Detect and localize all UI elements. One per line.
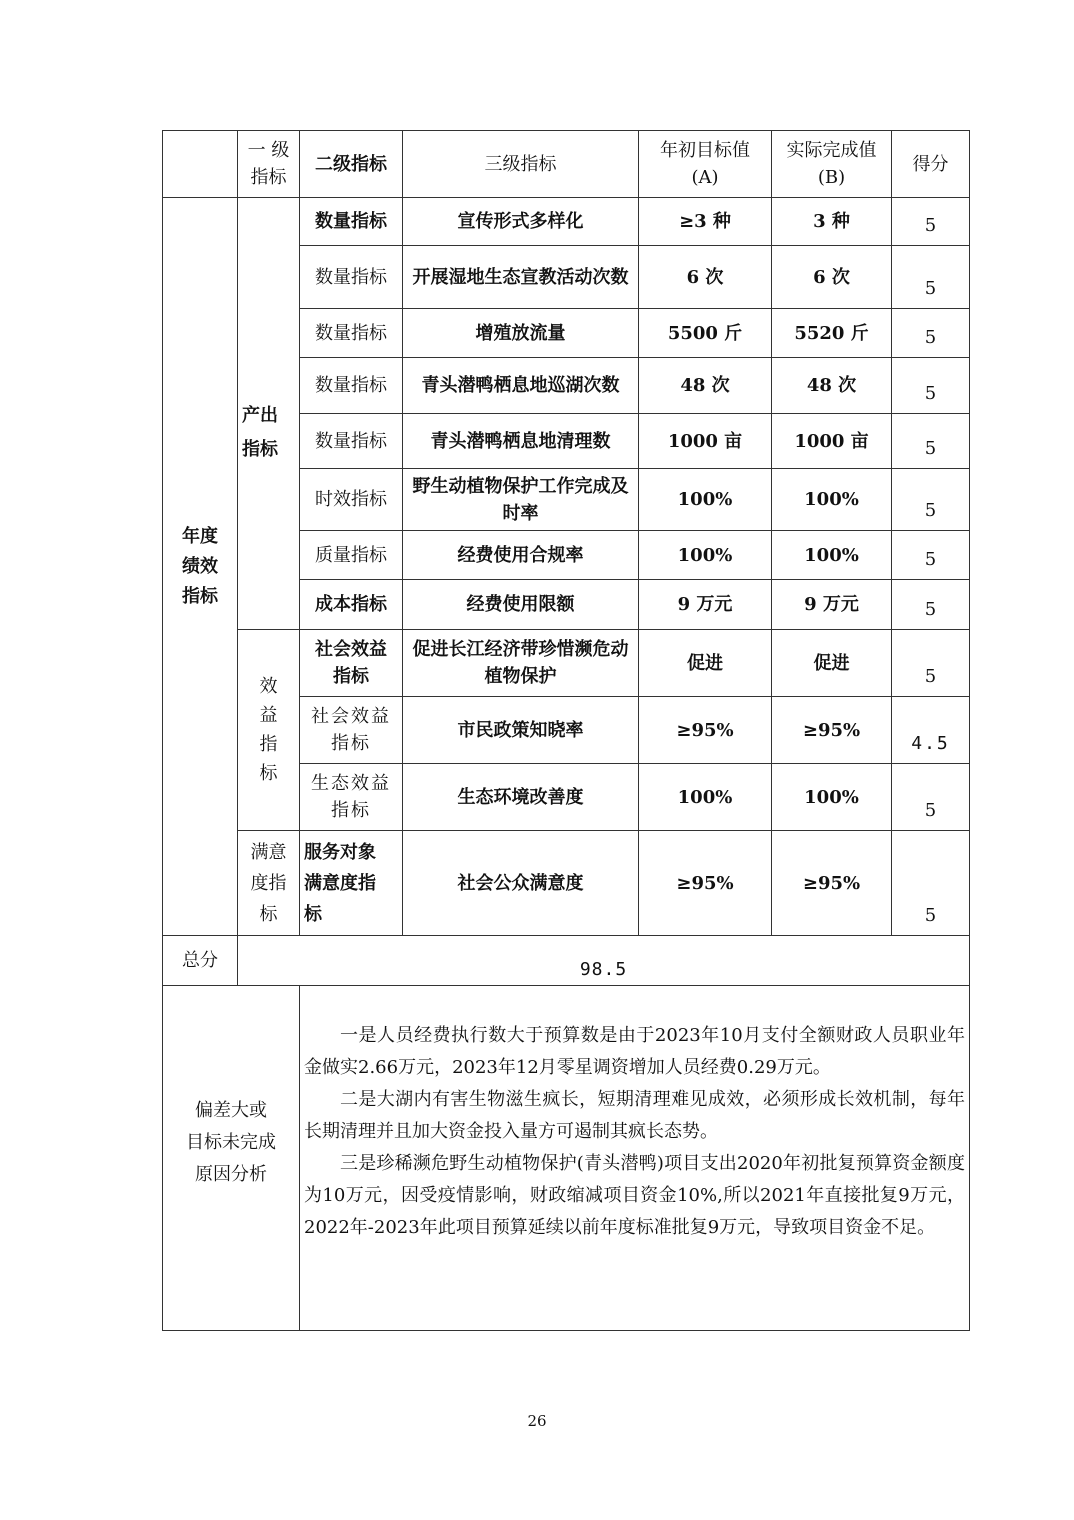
header-row xyxy=(163,131,970,198)
target-cell: 100% xyxy=(639,469,772,531)
level2-cell: 社会效益 指标 xyxy=(300,697,403,764)
total-value: 98.5 xyxy=(238,936,970,986)
target-cell: 100% xyxy=(639,531,772,580)
analysis-paragraph: 一是人员经费执行数大于预算数是由于2023年10月支付全额财政人员职业年金做实2.66万元，2023年12月零星调资增加人员经费0.29万元。 xyxy=(304,1025,965,1078)
level2-cell: 数量指标 xyxy=(300,358,403,414)
analysis-row xyxy=(163,986,970,1331)
level3-cell: 野生动植物保护工作完成及时率 xyxy=(403,469,639,531)
header-empty xyxy=(163,131,238,198)
level2-cell: 数量指标 xyxy=(300,309,403,358)
actual-cell: ≥95% xyxy=(772,697,892,764)
level2-cell: 服务对象 满意度指 标 xyxy=(300,831,403,936)
category-satisfaction: 满意 度指 标 xyxy=(238,831,300,936)
page-number: 26 xyxy=(527,1412,547,1430)
level3-cell: 经费使用限额 xyxy=(403,580,639,630)
actual-cell: 5520 斤 xyxy=(772,309,892,358)
level3-cell: 市民政策知晓率 xyxy=(403,697,639,764)
target-cell: ≥3 种 xyxy=(639,198,772,246)
actual-cell: 9 万元 xyxy=(772,580,892,630)
actual-cell: ≥95% xyxy=(772,831,892,936)
table-row xyxy=(163,831,970,936)
analysis-label: 偏差大或 目标未完成 原因分析 xyxy=(163,986,300,1331)
table-row xyxy=(163,198,970,246)
analysis-paragraph: 三是珍稀濒危野生动植物保护(青头潜鸭)项目支出2020年初批复预算资金额度为10万元，因受疫情影响，财政缩减项目资金10%,所以2021年直接批复9万元，2022年-2023年此项目预算延续以前年度标准批复9万元，导致项目资金不足。 xyxy=(304,1153,965,1238)
total-label: 总分 xyxy=(163,936,238,986)
target-cell: ≥95% xyxy=(639,831,772,936)
level2-cell: 成本指标 xyxy=(300,580,403,630)
actual-cell: 100% xyxy=(772,469,892,531)
level3-cell: 开展湿地生态宣教活动次数 xyxy=(403,246,639,309)
score-cell: 5 xyxy=(892,309,970,358)
level2-cell: 数量指标 xyxy=(300,246,403,309)
level2-cell: 社会效益 指标 xyxy=(300,630,403,697)
actual-cell: 48 次 xyxy=(772,358,892,414)
level2-cell: 数量指标 xyxy=(300,414,403,469)
level3-cell: 青头潜鸭栖息地巡湖次数 xyxy=(403,358,639,414)
target-cell: 促进 xyxy=(639,630,772,697)
score-cell: 5 xyxy=(892,630,970,697)
score-cell: 5 xyxy=(892,580,970,630)
analysis-paragraph: 二是大湖内有害生物滋生疯长，短期清理难见成效，必须形成长效机制，每年长期清理并且加大资金投入量方可遏制其疯长态势。 xyxy=(304,1089,965,1142)
header-score: 得分 xyxy=(892,131,970,198)
actual-cell: 100% xyxy=(772,764,892,831)
score-cell: 5 xyxy=(892,831,970,936)
level3-cell: 社会公众满意度 xyxy=(403,831,639,936)
header-target: 年初目标值 (A) xyxy=(639,131,772,198)
target-cell: 5500 斤 xyxy=(639,309,772,358)
score-cell: 5 xyxy=(892,469,970,531)
score-cell: 5 xyxy=(892,198,970,246)
category-output: 产出 指标 xyxy=(238,198,300,630)
level3-cell: 宣传形式多样化 xyxy=(403,198,639,246)
actual-cell: 促进 xyxy=(772,630,892,697)
score-cell: 4.5 xyxy=(892,697,970,764)
score-cell: 5 xyxy=(892,531,970,580)
level2-cell: 数量指标 xyxy=(300,198,403,246)
performance-table xyxy=(162,130,970,1331)
score-cell: 5 xyxy=(892,764,970,831)
target-cell: 1000 亩 xyxy=(639,414,772,469)
target-cell: 9 万元 xyxy=(639,580,772,630)
header-level2: 二级指标 xyxy=(300,131,403,198)
target-cell: 48 次 xyxy=(639,358,772,414)
target-cell: 6 次 xyxy=(639,246,772,309)
table-row xyxy=(163,630,970,697)
level3-cell: 青头潜鸭栖息地清理数 xyxy=(403,414,639,469)
analysis-text xyxy=(300,986,970,1331)
level3-cell: 生态环境改善度 xyxy=(403,764,639,831)
level2-cell: 生态效益 指标 xyxy=(300,764,403,831)
level3-cell: 增殖放流量 xyxy=(403,309,639,358)
actual-cell: 3 种 xyxy=(772,198,892,246)
target-cell: 100% xyxy=(639,764,772,831)
score-cell: 5 xyxy=(892,358,970,414)
actual-cell: 100% xyxy=(772,531,892,580)
total-row xyxy=(163,936,970,986)
category-benefit: 效 益 指 标 xyxy=(238,630,300,831)
group-label: 年度 绩效 指标 xyxy=(163,198,238,936)
actual-cell: 6 次 xyxy=(772,246,892,309)
level3-cell: 促进长江经济带珍惜濒危动植物保护 xyxy=(403,630,639,697)
score-cell: 5 xyxy=(892,414,970,469)
target-cell: ≥95% xyxy=(639,697,772,764)
level3-cell: 经费使用合规率 xyxy=(403,531,639,580)
header-actual: 实际完成值 (B) xyxy=(772,131,892,198)
score-cell: 5 xyxy=(892,246,970,309)
level2-cell: 时效指标 xyxy=(300,469,403,531)
header-level1: 一 级 指标 xyxy=(238,131,300,198)
header-level3: 三级指标 xyxy=(403,131,639,198)
actual-cell: 1000 亩 xyxy=(772,414,892,469)
level2-cell: 质量指标 xyxy=(300,531,403,580)
